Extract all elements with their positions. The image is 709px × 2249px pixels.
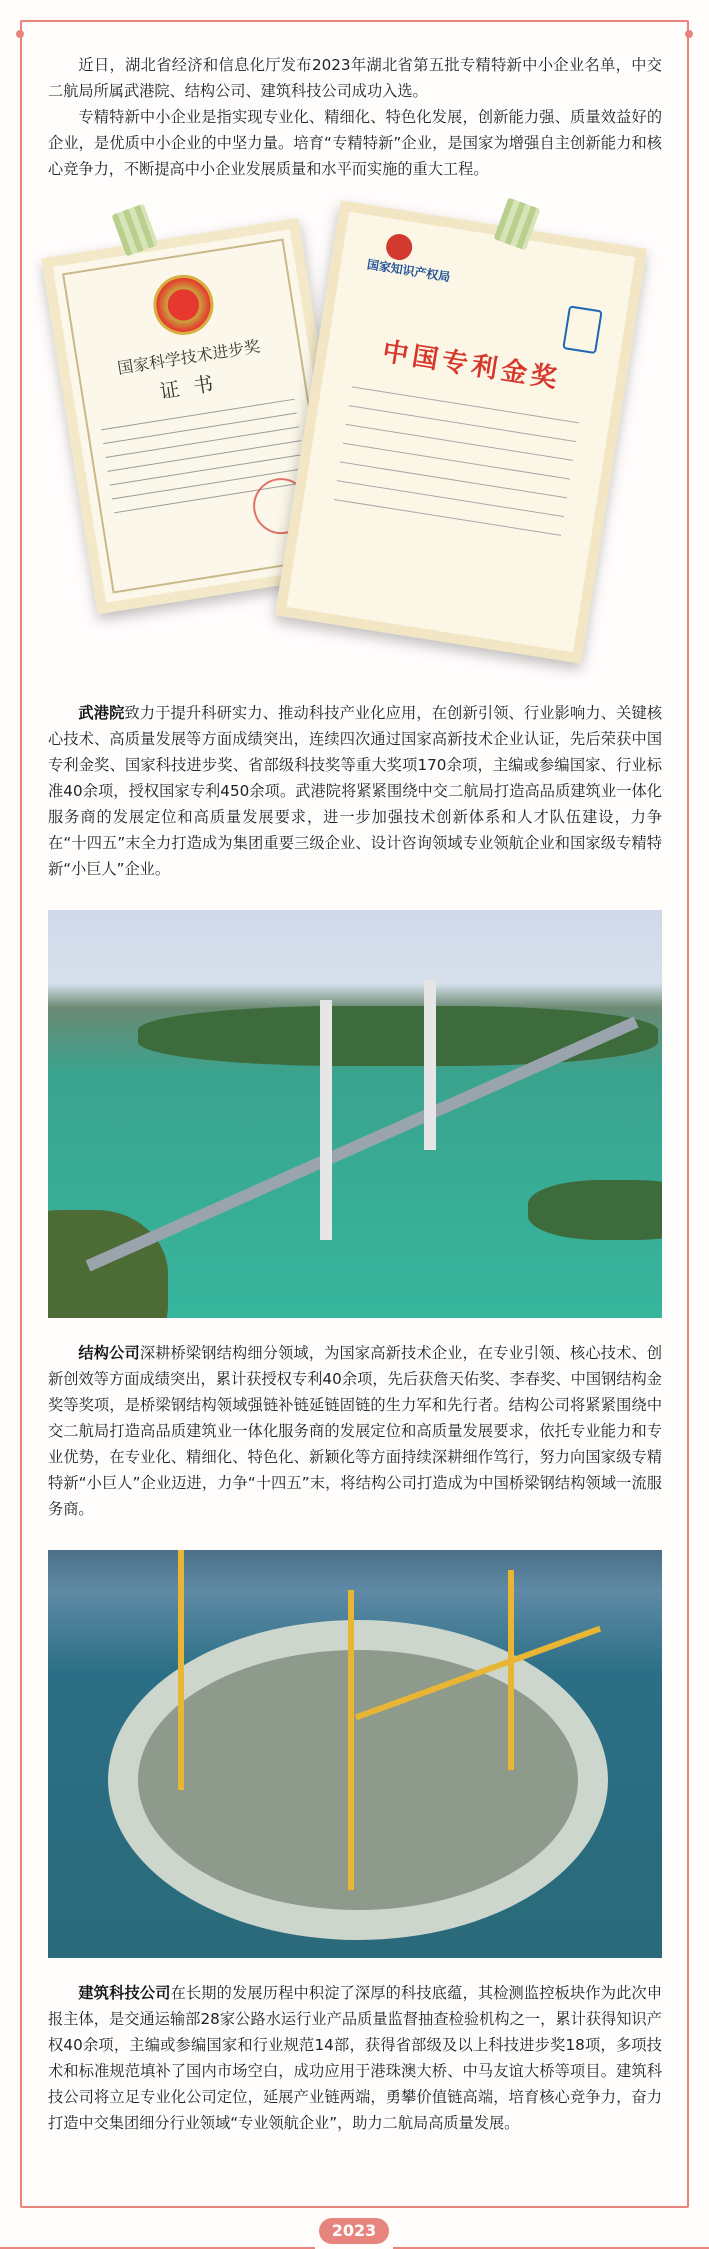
construction-site-photo <box>48 1550 662 1958</box>
year-badge: 2023 <box>319 2218 389 2244</box>
definition-paragraph: 专精特新中小企业是指实现专业化、精细化、特色化发展，创新能力强、质量效益好的企业，是优质中小企业的中坚力量。培育“专精特新”企业，是国家为增强自主创新能力和核心竞争力，不断提高中小企业发展质量和水平而实施的重大工程。 <box>48 108 662 178</box>
paragraph-body: 在长期的发展历程中积淀了深厚的科技底蕴，其检测监控板块作为此次申报主体，是交通运输部28家公路水运行业产品质量监督抽查检验机构之一，累计获得知识产权40余项，主编或参编国家和行业规范14部，获得省部级及以上科技进步奖18项，多项技术和标准规范填补了国内市场空白，成功应用于港珠澳大桥、中马友谊大桥等项目。建筑科技公司将立足专业化公司定位，延展产业链两端，勇攀价值链高端，培育核心竞争力，奋力打造中交集团细分行业领域“专业领航企业”，助力二航局高质量发展。 <box>48 1984 663 2132</box>
tower-crane <box>508 1570 514 1770</box>
certificates-image <box>48 208 662 658</box>
tower-crane <box>178 1550 184 1790</box>
corner-dot <box>16 30 24 38</box>
cnipa-logo-icon <box>384 232 414 262</box>
jianzhu-paragraph <box>48 1980 662 2136</box>
riverbank <box>48 1210 168 1318</box>
bridge-tower <box>320 1000 332 1240</box>
paragraph-body: 致力于提升科研实力、推动科技产业化应用，在创新引领、行业影响力、关键核心技术、高质量发展等方面成绩突出，连续四次通过国家高新技术企业认证，先后荣获中国专利金奖、国家科技进步奖、省部级科技奖等重大奖项170余项，主编或参编国家、行业标准40余项，授权国家专利450余项。武港院将紧紧围绕中交二航局打造高品质建筑业一体化服务商的发展定位和高质量发展要求，进一步加强技术创新体系和人才队伍建设，力争在“十四五”末全力打造成为集团重要三级企业、设计咨询领域专业领航企业和国家级专精特新“小巨人”企业。 <box>48 704 663 878</box>
jiegou-paragraph <box>48 1340 662 1522</box>
bridge-tower <box>424 980 436 1150</box>
company-name: 建筑科技公司 <box>78 1984 171 2002</box>
wugang-paragraph <box>48 700 662 882</box>
patent-award-certificate <box>275 200 647 663</box>
riverbank <box>138 1006 658 1066</box>
riverbank <box>528 1180 662 1240</box>
company-name: 结构公司 <box>78 1344 140 1362</box>
company-name: 武港院 <box>78 704 125 722</box>
certificate-subtitle: 证书 <box>157 369 229 404</box>
cable-bridge-photo <box>48 910 662 1318</box>
intro-paragraph: 近日，湖北省经济和信息化厅发布2023年湖北省第五批专精特新中小企业名单，中交二航局所属武港院、结构公司、建筑科技公司成功入选。 <box>48 56 662 100</box>
wipo-logo-icon <box>562 305 602 354</box>
corner-dot <box>685 30 693 38</box>
certificate-title: 中国专利金奖 <box>380 336 563 395</box>
certificate-org: 国家知识产权局 <box>365 257 452 285</box>
tower-crane <box>348 1590 354 1890</box>
certificate-title: 国家科学技术进步奖 <box>116 336 262 378</box>
paragraph-body: 深耕桥梁钢结构细分领域，为国家高新技术企业，在专业引领、核心技术、创新创效等方面成绩突出，累计获授权专利40余项，先后获詹天佑奖、李春奖、中国钢结构金奖等奖项，是桥梁钢结构领域强链补链延链固链的生力军和先行者。结构公司将紧紧围绕中交二航局打造高品质建筑业一体化服务商的发展定位和高质量发展要求，依托专业能力和专业优势，在专业化、精细化、特色化、新颖化等方面持续深耕细作笃行，努力向国家级专精特新“小巨人”企业迈进，力争“十四五”末，将结构公司打造成为中国桥梁钢结构领域一流服务商。 <box>48 1344 663 1518</box>
